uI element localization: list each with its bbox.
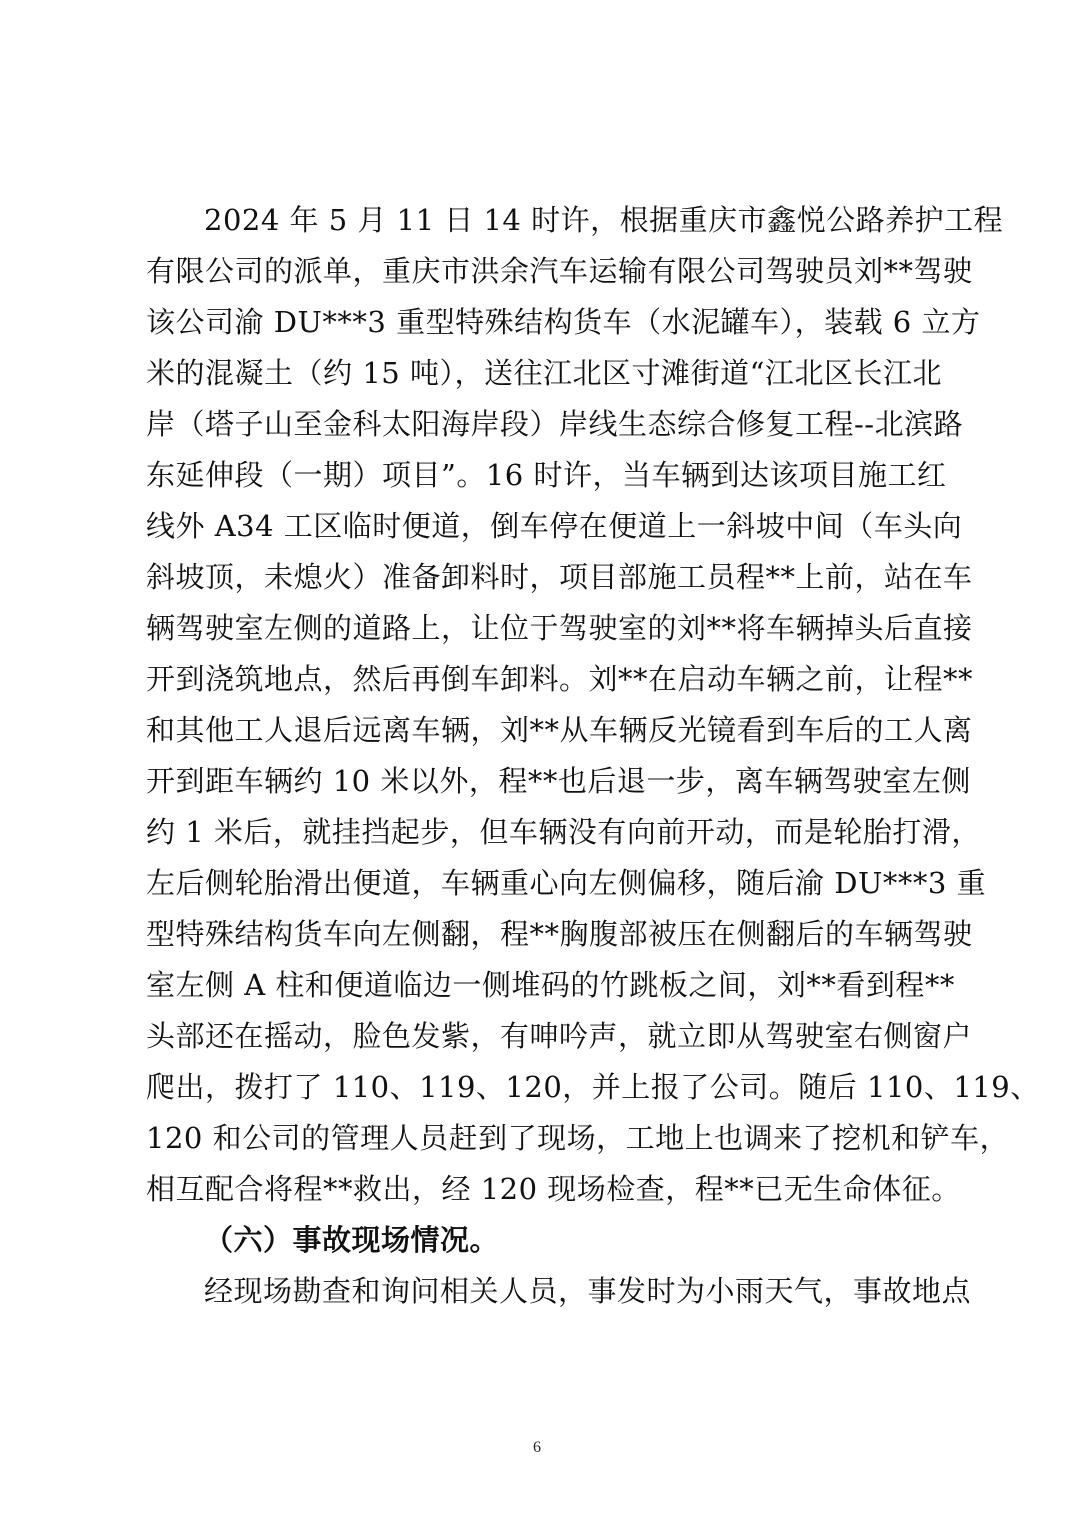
paragraph-line: 相互配合将程**救出，经 120 现场检查，程**已无生命体征。 <box>146 1172 961 1206</box>
paragraph-line: 左后侧轮胎滑出便道，车辆重心向左侧偏移，随后渝 DU***3 重 <box>146 866 987 900</box>
paragraph-line: 型特殊结构货车向左侧翻，程**胸腹部被压在侧翻后的车辆驾驶 <box>146 917 973 951</box>
paragraph-line: 头部还在摇动，脸色发紫，有呻吟声，就立即从驾驶室右侧窗户 <box>146 1019 973 1053</box>
paragraph-line: 该公司渝 DU***3 重型特殊结构货车（水泥罐车），装载 6 立方 <box>146 305 981 339</box>
page-body <box>146 195 1040 1317</box>
paragraph-line: 线外 A34 工区临时便道，倒车停在便道上一斜坡中间（车头向 <box>146 509 963 543</box>
paragraph-accident-process <box>146 195 1040 1215</box>
paragraph-line: 有限公司的派单，重庆市洪余汽车运输有限公司驾驶员刘**驾驶 <box>146 254 973 288</box>
paragraph-line: 米的混凝土（约 15 吨），送往江北区寸滩街道“江北区长江北 <box>146 356 942 390</box>
paragraph-line: 约 1 米后，就挂挡起步，但车辆没有向前开动，而是轮胎打滑， <box>146 815 981 849</box>
paragraph-line: 和其他工人退后远离车辆，刘**从车辆反光镜看到车后的工人离 <box>146 713 973 747</box>
paragraph-line: 辆驾驶室左侧的道路上，让位于驾驶室的刘**将车辆掉头后直接 <box>146 611 973 645</box>
paragraph-line: 爬出，拨打了 110、119、120，并上报了公司。随后 110、119、 <box>146 1070 1040 1104</box>
paragraph-line: 2024 年 5 月 11 日 14 时许，根据重庆市鑫悦公路养护工程 <box>204 203 1004 237</box>
paragraph-line: 室左侧 A 柱和便道临边一侧堆码的竹跳板之间，刘**看到程** <box>146 968 955 1002</box>
paragraph-line: 斜坡顶，未熄火）准备卸料时，项目部施工员程**上前，站在车 <box>146 560 973 594</box>
paragraph-line: 开到浇筑地点，然后再倒车卸料。刘**在启动车辆之前，让程** <box>146 662 974 696</box>
paragraph-line: 120 和公司的管理人员赶到了现场，工地上也调来了挖机和铲车， <box>146 1121 1010 1155</box>
paragraph-line: 东延伸段（一期）项目”。16 时许，当车辆到达该项目施工红 <box>146 458 947 492</box>
page-number: 6 <box>533 1439 541 1456</box>
section-heading: （六）事故现场情况。 <box>204 1223 500 1257</box>
paragraph-scene-situation <box>146 1266 972 1317</box>
paragraph-line: 开到距车辆约 10 米以外，程**也后退一步，离车辆驾驶室左侧 <box>146 764 971 798</box>
paragraph-line: 岸（塔子山至金科太阳海岸段）岸线生态综合修复工程--北滨路 <box>146 407 964 441</box>
paragraph-line: 经现场勘查和询问相关人员，事发时为小雨天气，事故地点 <box>204 1274 972 1308</box>
